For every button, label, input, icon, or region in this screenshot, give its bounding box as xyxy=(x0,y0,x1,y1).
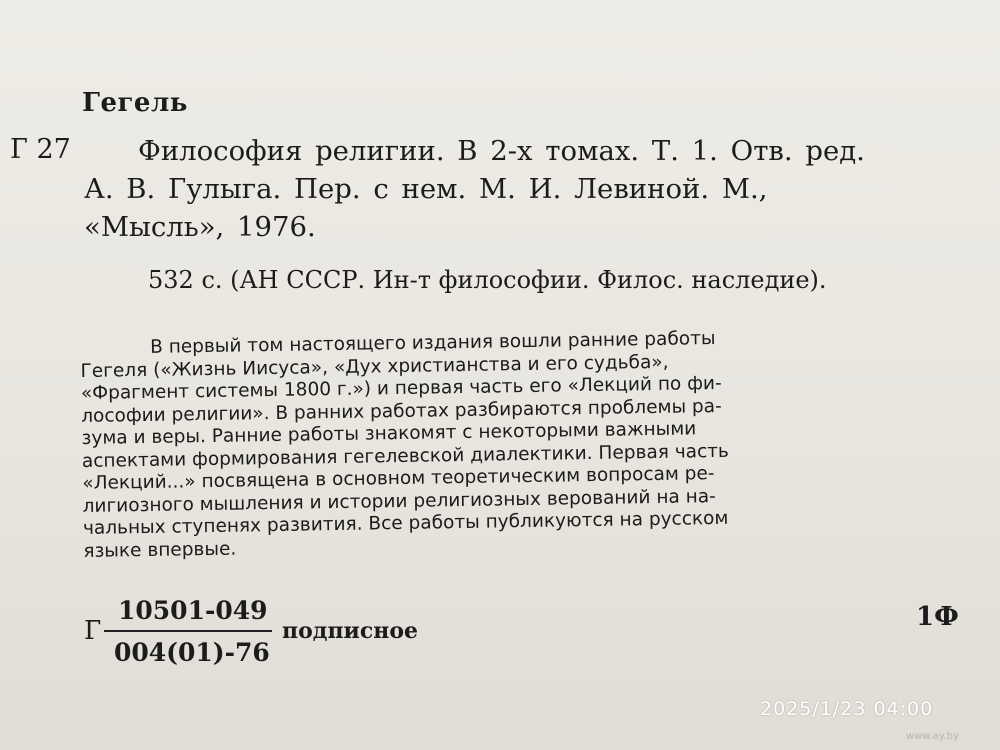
title-line: «Мысль», 1976. xyxy=(84,211,316,243)
annotation-paragraph xyxy=(80,324,963,563)
annotation-line: зума и веры. Ранние работы знакомят с некоторыми важными xyxy=(81,418,697,449)
code-numerator: 10501-049 xyxy=(118,596,268,625)
annotation-line: лигиозного мышления и истории религиозных верований на на- xyxy=(82,485,716,517)
price-code: 1Ф xyxy=(916,602,959,632)
annotation-line: «Лекций...» посвящена в основном теоретическим вопросам ре- xyxy=(82,463,715,494)
subscription-label: подписное xyxy=(282,618,419,644)
code-letter: Г xyxy=(84,616,102,646)
annotation-line: аспектами формирования гегелевской диалектики. Первая часть xyxy=(81,440,730,472)
publication-meta: 532 с. (АН СССР. Ин-т философии. Филос. наследие). xyxy=(148,266,827,294)
catalog-index: Г 27 xyxy=(10,134,71,165)
code-denominator: 004(01)-76 xyxy=(114,638,270,667)
annotation-line: лософии религии». В ранних работах разбираются проблемы ра- xyxy=(81,395,722,427)
fraction-bar xyxy=(104,630,272,632)
title-block xyxy=(82,132,962,246)
title-line: А. В. Гулыга. Пер. с нем. М. И. Левиной. М., xyxy=(84,173,768,205)
publisher-code xyxy=(82,596,442,676)
title-line: Философия религии. В 2-х томах. Т. 1. Отв. ред. xyxy=(138,135,865,167)
annotation-line: языке впервые. xyxy=(83,538,237,562)
photo-timestamp: 2025/1/23 04:00 xyxy=(760,698,934,720)
annotation-line: чальных ступенях развития. Все работы публикуются на русском xyxy=(82,507,729,539)
author-name: Гегель xyxy=(82,88,188,118)
site-watermark: www.ay.by xyxy=(906,731,959,742)
annotation-line: «Фрагмент системы 1800 г.») и первая часть его «Лекций по фи- xyxy=(80,372,722,404)
annotation-line: Гегеля («Жизнь Иисуса», «Дух христианства и его судьба», xyxy=(80,351,669,382)
annotation-line: В первый том настоящего издания вошли ранние работы xyxy=(149,328,716,358)
